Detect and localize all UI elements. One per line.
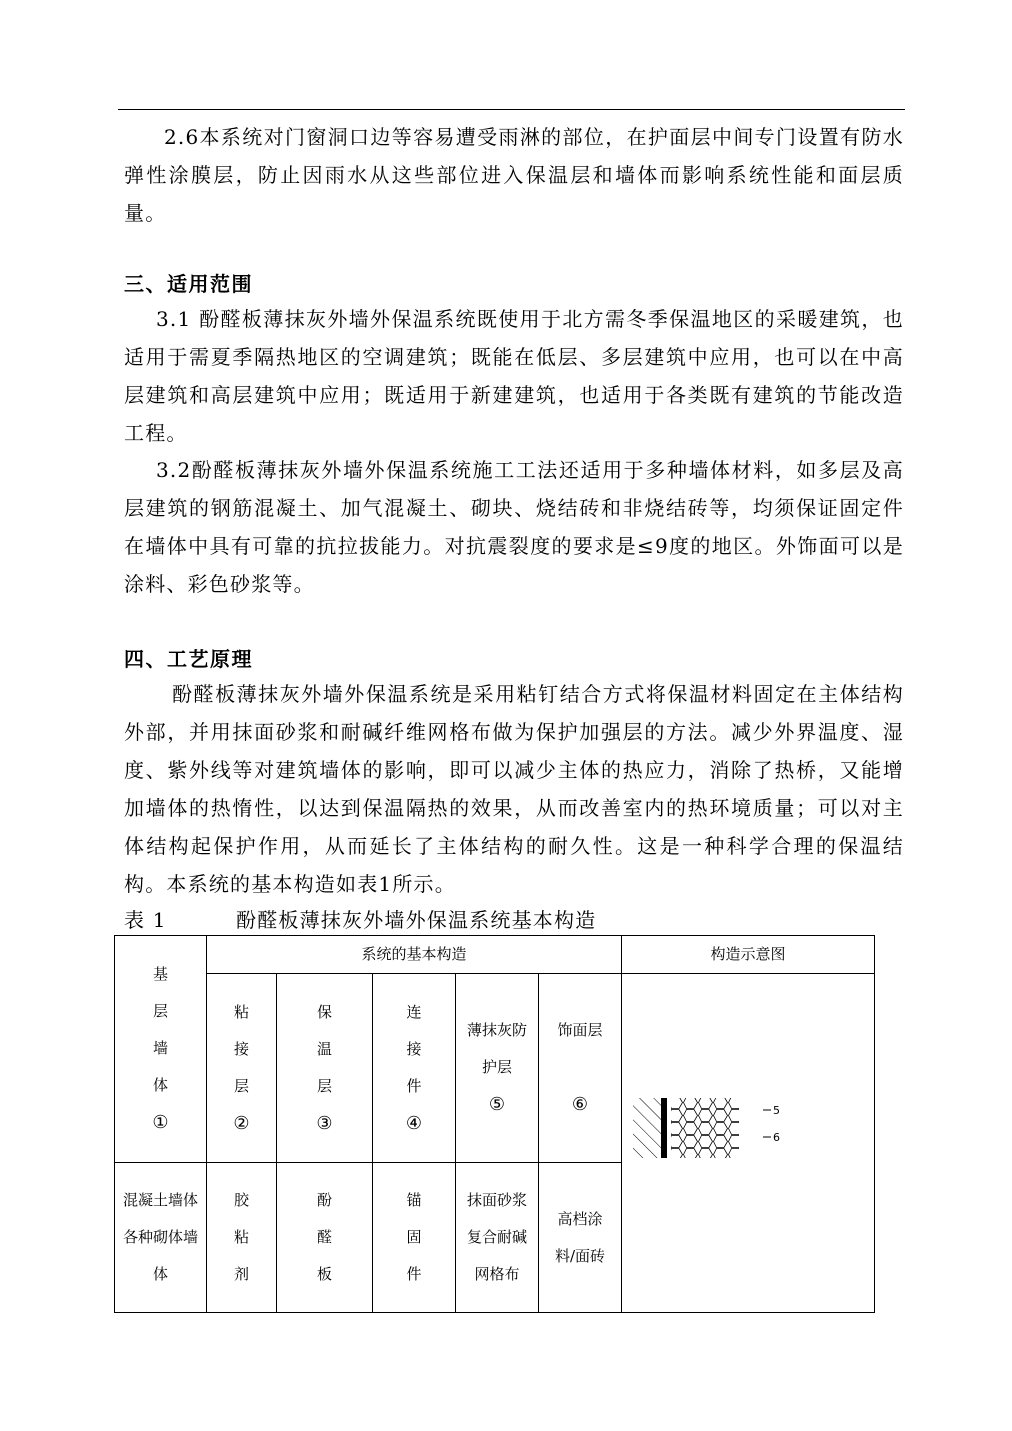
material-insulation-text: 酚醛板 — [317, 1191, 333, 1283]
paragraph-3-2: 3.2酚醛板薄抹灰外墙外保温系统施工工法还适用于多种墙体材料，如多层及高层建筑的钢筋混凝土、加气混凝土、砌块、烧结砖和非烧结砖等，均须保证固定件在墙体中具有可靠的抗拉拔能力。对抗震裂度的要求是≤9度的地区。外饰面可以是涂料、彩色砂浆等。 — [124, 458, 904, 596]
construction-diagram — [623, 1096, 873, 1176]
diagram-cell — [622, 974, 875, 1313]
base-wall-label: 基层墙体 — [153, 965, 169, 1094]
connector-number: ④ — [405, 1112, 423, 1134]
diagram-label-6: 6 — [773, 1131, 780, 1144]
material-insulation — [277, 1163, 373, 1313]
paragraph-2-6: 2.6本系统对门窗洞口边等容易遭受雨淋的部位，在护面层中间专门设置有防水弹性涂膜层，防止因雨水从这些部位进入保温层和墙体而影响系统性能和面层质量。 — [124, 125, 904, 225]
material-plaster-text: 抹面砂浆复合耐碱网格布 — [467, 1191, 528, 1283]
base-wall-header-cell — [115, 936, 207, 1163]
insulation-layer-header-cell — [277, 974, 373, 1163]
material-connector — [373, 1163, 456, 1313]
connector-header-cell — [373, 974, 456, 1163]
finish-layer-header-cell — [539, 974, 622, 1163]
system-construction-header: 系统的基本构造 — [207, 936, 622, 974]
table-caption-title: 酚醛板薄抹灰外墙外保温系统基本构造 — [236, 908, 597, 932]
material-finish — [539, 1163, 622, 1313]
base-wall-number: ① — [152, 1112, 169, 1133]
section-3-heading: 三、适用范围 — [124, 272, 253, 296]
material-connector-text: 锚固件 — [406, 1191, 422, 1283]
diagram-header: 构造示意图 — [622, 936, 875, 974]
diagram-label-5: 5 — [773, 1104, 780, 1117]
finish-layer-label: 饰面层 — [557, 1021, 603, 1039]
material-finish-text: 高档涂料/面砖 — [554, 1209, 606, 1265]
finish-layer-number: ⑥ — [571, 1094, 589, 1115]
material-plaster — [456, 1163, 539, 1313]
construction-table — [114, 935, 875, 1313]
bond-layer-bar — [661, 1098, 667, 1158]
base-wall-hatch — [633, 1098, 661, 1158]
plaster-layer-header-cell — [456, 974, 539, 1163]
insulation-mesh — [671, 1098, 739, 1158]
header-rule — [118, 109, 905, 110]
material-bond — [207, 1163, 277, 1313]
material-bond-text: 胶粘剂 — [234, 1191, 250, 1283]
material-base-wall — [115, 1163, 207, 1313]
bond-layer-label: 粘接层 — [234, 1002, 250, 1095]
bond-layer-header-cell — [207, 974, 277, 1163]
section-4-heading: 四、工艺原理 — [124, 647, 253, 671]
table-caption-label: 表 1 — [124, 908, 167, 932]
plaster-layer-label: 薄抹灰防护层 — [467, 1021, 528, 1076]
insulation-layer-number: ③ — [316, 1112, 333, 1134]
insulation-layer-label: 保温层 — [317, 1002, 333, 1095]
paragraph-4: 酚醛板薄抹灰外墙外保温系统是采用粘钉结合方式将保温材料固定在主体结构外部，并用抹面砂浆和耐碱纤维网格布做为保护加强层的方法。减少外界温度、湿度、紫外线等对建筑墙体的影响，即可以减少主体的热应力，消除了热桥，又能增加墙体的热惰性，以达到保温隔热的效果，从而改善室内的热环境质量；可以对主体结构起保护作用，从而延长了主体结构的耐久性。这是一种科学合理的保温结构。本系统的基本构造如表1所示。 — [124, 682, 904, 896]
connector-label: 连接件 — [406, 1002, 422, 1095]
material-base-wall-text: 混凝土墙体各种砌体墙体 — [123, 1191, 199, 1283]
bond-layer-number: ② — [233, 1112, 250, 1134]
plaster-layer-number: ⑤ — [488, 1094, 506, 1115]
paragraph-3-1: 3.1 酚醛板薄抹灰外墙外保温系统既使用于北方需冬季保温地区的采暖建筑，也适用于需夏季隔热地区的空调建筑；既能在低层、多层建筑中应用，也可以在中高层建筑和高层建筑中应用；既适用于新建建筑，也适用于各类既有建筑的节能改造工程。 — [124, 307, 904, 445]
